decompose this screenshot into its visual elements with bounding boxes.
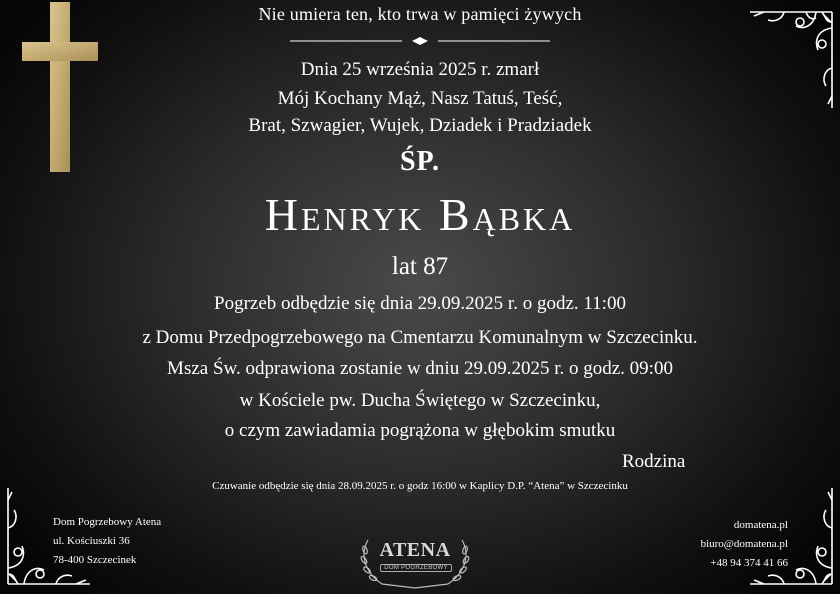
atena-logo — [356, 530, 474, 590]
phone-number[interactable]: +48 94 374 41 66 — [710, 557, 788, 569]
deceased-name: Henryk Bąbka — [264, 189, 576, 240]
relation-line-2: Brat, Szwagier, Wujek, Dziadek i Pradziadek — [248, 115, 592, 136]
address-line: Dom Pogrzebowy Atena — [53, 516, 162, 528]
death-date-line: Dnia 25 września 2025 r. zmarł — [300, 59, 540, 80]
funeral-line-4: w Kościele pw. Ducha Świętego w Szczecinku, — [239, 390, 601, 411]
funeral-line-5: o czym zawiadamia pogrążona w głębokim smutku — [224, 420, 616, 441]
name-prefix: ŚP. — [399, 146, 441, 177]
funeral-home-contact — [701, 516, 788, 573]
vigil-notice: Czuwanie odbędzie się dnia 28.09.2025 r. o godz 16:00 w Kaplicy D.P. “Atena” w Szczecinku — [212, 480, 628, 492]
address-line: 78-400 Szczecinek — [53, 554, 137, 566]
address-line: ul. Kościuszki 36 — [53, 535, 130, 547]
funeral-line-3: Msza Św. odprawiona zostanie w dniu 29.09.2025 r. o godz. 09:00 — [167, 358, 673, 379]
website-link[interactable]: domatena.pl — [733, 519, 788, 531]
motto: Nie umiera ten, kto trwa w pamięci żywych — [258, 4, 582, 24]
logo-subtitle: DOM POGRZEBOWY — [380, 564, 452, 572]
deceased-age: lat 87 — [391, 253, 449, 280]
funeral-home-address — [53, 513, 161, 570]
funeral-line-1: Pogrzeb odbędzie się dnia 29.09.2025 r. o godz. 11:00 — [214, 293, 626, 314]
divider-ornament-icon — [290, 36, 550, 46]
funeral-line-2: z Domu Przedpogrzebowego na Cmentarzu Komunalnym w Szczecinku. — [142, 327, 698, 348]
family-signature: Rodzina — [622, 451, 686, 472]
relation-line-1: Mój Kochany Mąż, Nasz Tatuś, Teść, — [277, 88, 563, 109]
email-link[interactable]: biuro@domatena.pl — [700, 538, 788, 550]
logo-wordmark: ATENA — [379, 539, 451, 561]
